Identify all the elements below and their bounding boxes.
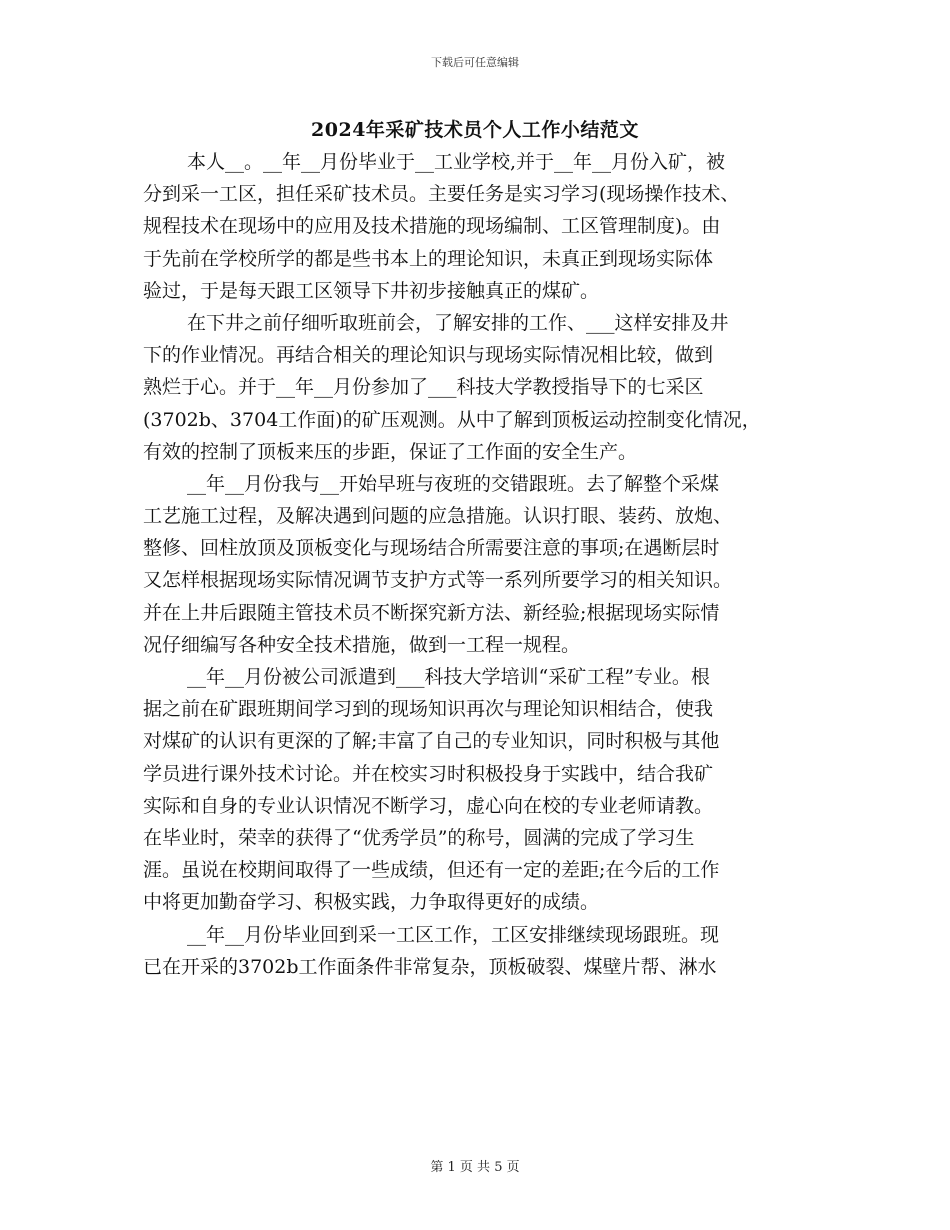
body-text-line: 又怎样根据现场实际情况调节支护方式等一系列所要学习的相关知识。 — [143, 569, 733, 592]
body-text-line: 在下井之前仔细听取班前会，了解安排的工作、___这样安排及井 — [187, 311, 729, 334]
body-text-line: 于先前在学校所学的都是些书本上的理论知识，未真正到现场实际体 — [143, 247, 714, 270]
body-text-line: 熟烂于心。并于__年__月份参加了___科技大学教授指导下的七采区 — [143, 376, 704, 399]
body-text-line: 工艺施工过程，及解决遇到问题的应急措施。认识打眼、装药、放炮、 — [143, 505, 733, 528]
body-text-line: 已在开采的3702b工作面条件非常复杂，顶板破裂、煤壁片帮、淋水 — [143, 955, 717, 978]
body-text-line: 规程技术在现场中的应用及技术措施的现场编制、工区管理制度)。由 — [143, 215, 721, 238]
body-text-line: 况仔细编写各种安全技术措施，做到一工程一规程。 — [143, 633, 581, 656]
document-body — [143, 146, 823, 983]
page-header-note: 下载后可任意编辑 — [431, 56, 519, 69]
body-text-line: __年__月份毕业回到采一工区工作，工区安排继续现场跟班。现 — [187, 923, 720, 946]
body-text-line: 本人__。__年__月份毕业于__工业学校,并于__年__月份入矿，被 — [187, 151, 726, 173]
body-text-line: 涯。虽说在校期间取得了一些成绩，但还有一定的差距;在今后的工作 — [143, 859, 720, 882]
body-text-line: 在毕业时，荣幸的获得了“优秀学员”的称号，圆满的完成了学习生 — [143, 826, 695, 849]
body-text-line: 实际和自身的专业认识情况不断学习，虚心向在校的专业老师请教。 — [143, 794, 714, 817]
body-text-line: 分到采一工区，担任采矿技术员。主要任务是实习学习(现场操作技术、 — [143, 183, 740, 206]
body-text-line: 据之前在矿跟班期间学习到的现场知识再次与理论知识相结合，使我 — [143, 698, 714, 721]
page-footer: 第 1 页 共 5 页 — [430, 1160, 520, 1175]
body-text-line: 有效的控制了顶板来压的步距，保证了工作面的安全生产。 — [143, 440, 638, 463]
body-text-line: 学员进行课外技术讨论。并在校实习时积极投身于实践中，结合我矿 — [143, 762, 714, 785]
body-text-line: 下的作业情况。再结合相关的理论知识与现场实际情况相比较，做到 — [143, 344, 714, 367]
body-text-line: (3702b、3704工作面)的矿压观测。从中了解到顶板运动控制变化情况， — [143, 408, 761, 431]
body-text-line: 整修、回柱放顶及顶板变化与现场结合所需要注意的事项;在遇断层时 — [143, 537, 720, 560]
body-text-line: 验过，于是每天跟工区领导下井初步接触真正的煤矿。 — [143, 279, 600, 302]
body-text-line: 对煤矿的认识有更深的了解;丰富了自己的专业知识，同时积极与其他 — [143, 730, 720, 753]
body-text-line: 并在上井后跟随主管技术员不断探究新方法、新经验;根据现场实际情 — [143, 601, 720, 624]
document-title: 2024年采矿技术员个人工作小结范文 — [311, 119, 639, 141]
body-text-line: 中将更加勤奋学习、积极实践，力争取得更好的成绩。 — [143, 891, 600, 914]
body-text-line: __年__月份被公司派遣到___科技大学培训“采矿工程”专业。根 — [187, 666, 710, 688]
body-text-line: __年__月份我与__开始早班与夜班的交错跟班。去了解整个采煤 — [187, 472, 720, 495]
